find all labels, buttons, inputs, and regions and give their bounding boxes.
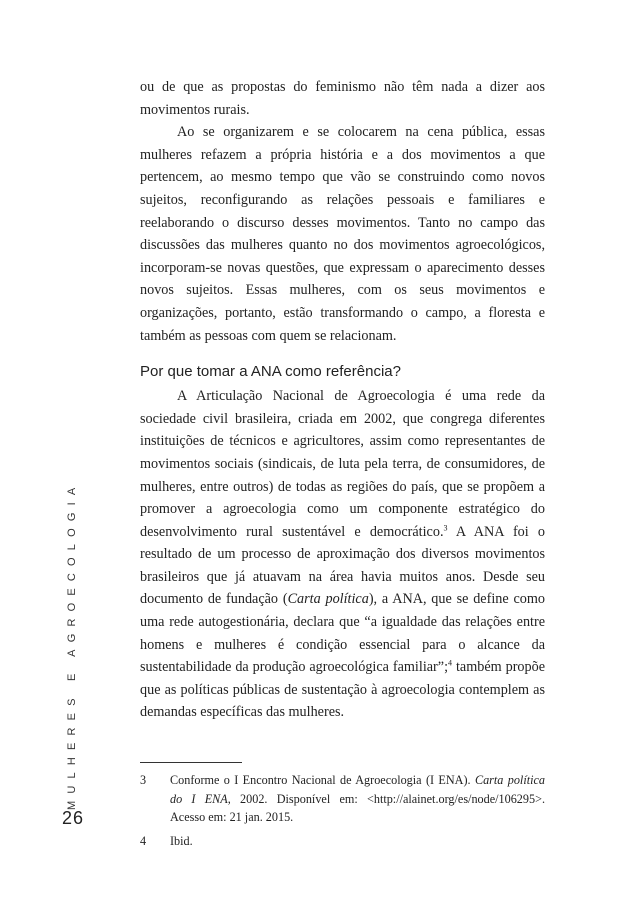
- section-heading: Por que tomar a ANA como referência?: [140, 363, 401, 381]
- paragraph-1: ou de que as propostas do feminismo não têm nada a dizer aos movimentos rurais.: [140, 79, 545, 118]
- running-side-title: MULHERES E AGROECOLOGIA: [66, 480, 78, 810]
- paragraph-3-part-c: ), a ANA, que se define como uma rede autogestionária, declara que “a igualdade das relações entre homens e mulheres é condição essencial para o alcance da sustentabilidade da produção agroecológica familiar”;: [140, 591, 545, 676]
- paragraph-3-part-b: A ANA foi o resultado de um processo de aproximação dos diversos movimentos brasileiros que já atuavam na área havia muitos anos. Desde seu documento de fundação (: [140, 523, 545, 608]
- main-text: [140, 76, 545, 724]
- footnote-3-text-a: Conforme o I Encontro Nacional de Agroecologia (I ENA).: [170, 773, 475, 787]
- footnote-text: Ibid.: [170, 833, 193, 848]
- footnote-3-italic: Carta política do I ENA: [170, 773, 545, 806]
- footnote-number: 4: [140, 833, 147, 848]
- carta-politica-italic: Carta política: [287, 591, 369, 608]
- paragraph-3: [140, 385, 545, 724]
- footnotes: [140, 771, 545, 855]
- paragraph-3-part-d: também propõe que as políticas públicas de sustentação à agroecologia contemplem as demandas específicas das mulheres.: [140, 659, 545, 721]
- paragraph-2: Ao se organizarem e se colocarem na cena pública, essas mulheres refazem a própria história e a dos movimentos a que pertencem, ao mesmo tempo que vão se construindo como novos sujeitos, reconfigurando as relações pessoais e familiares e reelaborando o discurso desses movimentos. Tanto no campo das discussões das mulheres quanto no dos movimentos agroecológicos, incorporam-se novas questões, que expressam o aparecimento desses novos sujeitos. Essas mulheres, com os seus movimentos e organizações, portanto, estão transformando o campo, a floresta e também as pessoas com quem se relacionam.: [140, 124, 545, 344]
- footnote-text: [170, 771, 545, 827]
- footnote-4: [140, 832, 545, 851]
- footnote-divider: [140, 762, 242, 763]
- paragraph-3-part-a: A Articulação Nacional de Agroecologia é uma rede da sociedade civil brasileira, criada em 2002, que congrega diferentes instituições de técnicos e agricultores, assim como representantes de movimentos sociais (sindicais, de luta pela terra, de consumidores, de mulheres, entre outros) de todas as regiões do país, que se propõem a promover a agroecologia como um componente estratégico do desenvolvimento rural sustentável e democrático.: [140, 388, 545, 540]
- footnote-ref-3[interactable]: 3: [443, 522, 448, 532]
- page-number: 26: [62, 808, 85, 828]
- footnote-ref-4[interactable]: 4: [448, 658, 453, 668]
- footnote-3-text-b: , 2002. Disponível em: <http://alainet.org/es/node/106295>. Acesso em: 21 jan. 2015.: [170, 791, 546, 824]
- footnote-3: [140, 771, 545, 827]
- footnote-number: 3: [140, 773, 147, 787]
